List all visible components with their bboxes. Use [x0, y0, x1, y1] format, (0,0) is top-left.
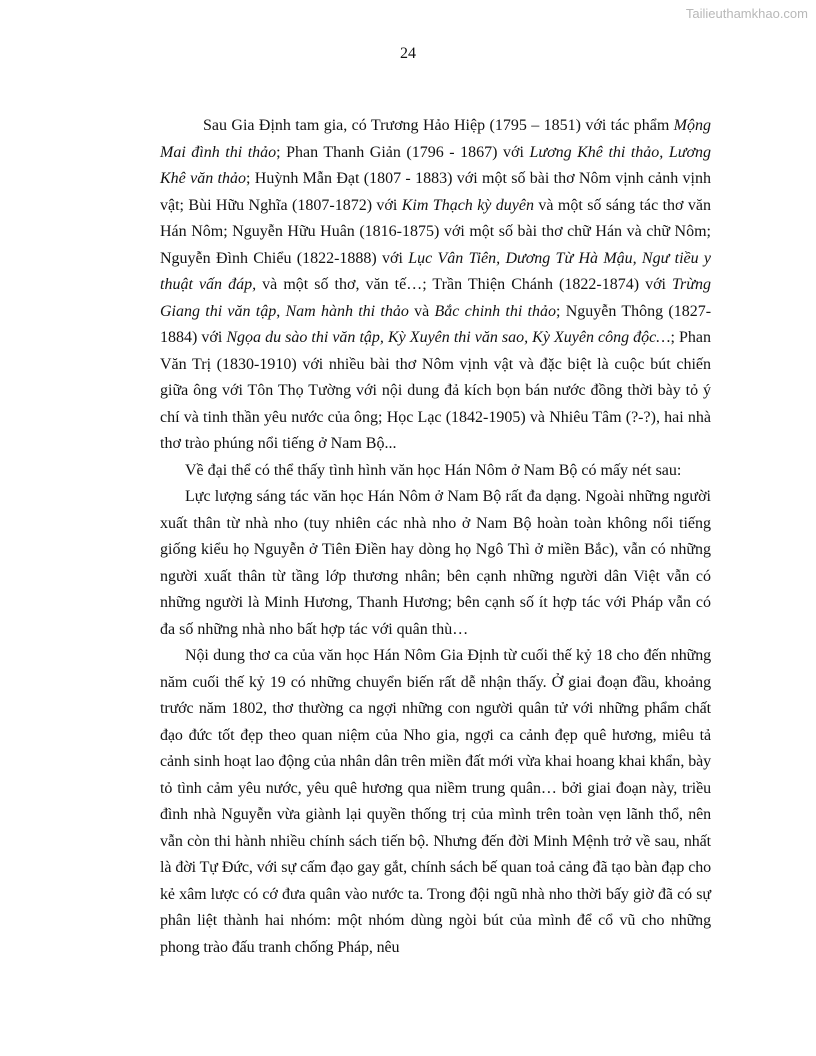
paragraph-2: Về đại thể có thể thấy tình hình văn học Hán Nôm ở Nam Bộ có mấy nét sau: [185, 461, 682, 479]
work-title: Lục Vân Tiên, Dương Từ Hà Mậu, Ngư tiều y thuật vấn đáp, [160, 249, 712, 293]
text-run: ; Huỳnh Mẫn Đạt (1807 - 1883) với một số bài thơ Nôm vịnh cảnh vịnh vật; Bùi Hữu Nghĩa (1807-1872) với [160, 170, 712, 214]
text-run: ; Phan Thanh Giản (1796 - 1867) với [276, 143, 530, 161]
text-run: ; Phan Văn Trị (1830-1910) với nhiều bài thơ Nôm vịnh vật và đặc biệt là cuộc bút chiến giữa ông với Tôn Thọ Tường với nội dung đả kích bọn bán nước đồng thời bày tỏ ý chí và tinh thần yêu nước của ông; Học Lạc (1842-1905) và Nhiêu Tâm (?-?), hai nhà thơ trào phúng nổi tiếng ở Nam Bộ... [160, 329, 712, 452]
text-run: và một số sáng tác thơ văn Hán Nôm; Nguyễn Hữu Huân (1816-1875) với một số bài thơ chữ Hán và chữ Nôm; Nguyễn Đình Chiểu (1822-1888) với [160, 196, 712, 267]
page-number: 24 [400, 45, 416, 62]
work-title: Bắc chinh thi thảo [434, 302, 556, 320]
work-title: Mộng Mai đình thi thảo [160, 117, 711, 161]
work-title: Lương Khê thi thảo, Lương Khê văn thảo [160, 143, 711, 187]
paragraph-4: Nội dung thơ ca của văn học Hán Nôm Gia Định từ cuối thế kỷ 18 cho đến những năm cuối thế kỷ 19 có những chuyển biến rất dễ nhận thấy. Ở giai đoạn đầu, khoảng trước năm 1802, thơ thường ca ngợi những con người quân tử với những phẩm chất đạo đức tốt đẹp theo quan niệm của Nho gia, ngợi ca cảnh đẹp quê hương, miêu tả cảnh sinh hoạt lao động của nhân dân trên miền đất mới vừa khai hoang khai khẩn, bày tỏ tình cảm yêu nước, yêu quê hương qua niềm trung quân… bởi giai đoạn này, triều đình nhà Nguyễn vừa giành lại quyền thống trị của mình trên toàn vẹn lãnh thổ, nên vẫn còn thi hành nhiều chính sách tiến bộ. Nhưng đến đời Minh Mệnh trở về sau, nhất là đời Tự Đức, với sự cấm đạo gay gắt, chính sách bế quan toả cảng đã tạo bàn đạp cho kẻ xâm lược có cớ đưa quân vào nước ta. Trong đội ngũ nhà nho thời bấy giờ đã có sự phân liệt thành hai nhóm: một nhóm dùng ngòi bút của mình để cổ vũ cho những phong trào đấu tranh chống Pháp, nêu [160, 647, 711, 956]
paragraph-3: Lực lượng sáng tác văn học Hán Nôm ở Nam Bộ rất đa dạng. Ngoài những người xuất thân từ nhà nho (tuy nhiên các nhà nho ở Nam Bộ hoàn toàn không nổi tiếng giống kiểu họ Nguyễn ở Tiên Điền hay dòng họ Ngô Thì ở miền Bắc), vẫn có những người xuất thân từ tầng lớp thương nhân; bên cạnh những người dân Việt vẫn có những người là Minh Hương, Thanh Hương; bên cạnh số ít hợp tác với Pháp vẫn có đa số những nhà nho bất hợp tác với quân thù… [160, 488, 711, 638]
text-run: , [276, 302, 286, 320]
watermark: Tailieuthamkhao.com [685, 6, 808, 21]
body-text [160, 113, 711, 961]
text-run: và một số thơ, văn tế…; Trần Thiện Chánh (1822-1874) với [256, 276, 673, 293]
work-title: Kim Thạch kỳ duyên [401, 196, 535, 214]
text-run: và [408, 302, 435, 320]
work-title: Nam hành thi thảo [285, 302, 409, 320]
text-run: ; Nguyễn Thông (1827-1884) với [160, 302, 712, 346]
work-title: Trừng Giang thi văn tập [160, 276, 711, 320]
paragraph-1 [160, 113, 711, 458]
work-title: Ngọa du sào thi văn tập, Kỳ Xuyên thi văn sao, Kỳ Xuyên công độc… [226, 329, 671, 346]
text-run: Sau Gia Định tam gia, có Trương Hảo Hiệp (1795 – 1851) với tác phẩm [203, 117, 674, 134]
